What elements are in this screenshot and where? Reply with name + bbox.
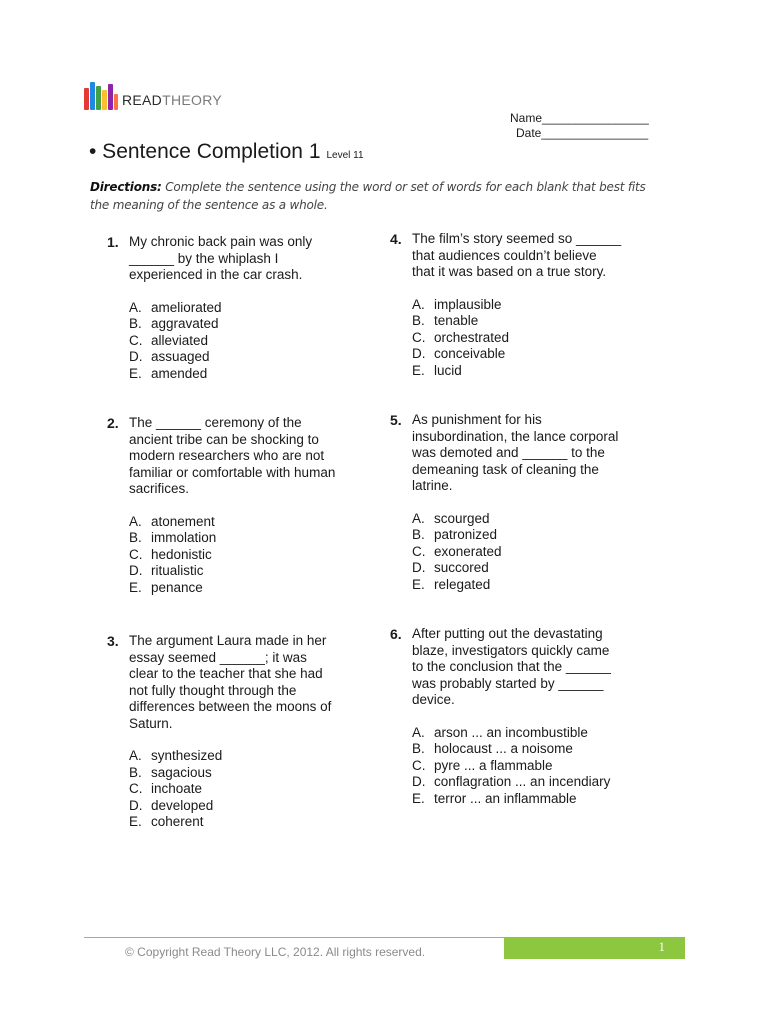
directions-label: Directions:	[90, 180, 162, 194]
option-text: implausible	[434, 296, 502, 312]
option-text: pyre ... a flammable	[434, 757, 553, 773]
option-text: synthesized	[151, 748, 223, 763]
option-text: exonerated	[434, 543, 502, 559]
option-text: coherent	[151, 814, 204, 829]
stem-line: The ______ ceremony of the	[129, 415, 302, 430]
name-date-block	[510, 111, 649, 141]
question-6	[390, 626, 690, 811]
page-number: 1	[658, 939, 665, 954]
option-text: penance	[151, 579, 203, 595]
option-letter: E.	[129, 579, 142, 595]
option-text: relegated	[434, 576, 491, 592]
answer-option[interactable]	[412, 363, 509, 380]
question-1	[107, 234, 367, 384]
answer-option[interactable]	[412, 544, 502, 561]
answer-options	[412, 297, 509, 380]
answer-option[interactable]	[412, 511, 502, 528]
option-text: inchoate	[151, 781, 203, 796]
answer-option[interactable]	[412, 560, 502, 577]
stem-line: The film’s story seemed so ______	[412, 231, 622, 246]
answer-option[interactable]	[129, 748, 222, 765]
option-text: ritualistic	[151, 563, 204, 578]
option-text: aggravated	[151, 316, 219, 331]
question-number: 4.	[390, 231, 402, 247]
stem-line: clear to the teacher that she had	[129, 666, 323, 681]
option-letter: B.	[129, 764, 142, 780]
answer-option[interactable]	[129, 366, 222, 383]
option-text: atonement	[151, 513, 215, 529]
question-2	[107, 415, 367, 600]
answer-option[interactable]	[129, 300, 222, 317]
stem-line: ancient tribe can be shocking to	[129, 431, 319, 447]
option-text: succored	[434, 560, 489, 575]
stem-line: device.	[412, 692, 455, 707]
stem-line: differences between the moons of	[129, 699, 332, 714]
question-4	[390, 231, 670, 381]
option-letter: E.	[129, 365, 142, 381]
answer-option[interactable]	[412, 741, 610, 758]
stem-line: that audiences couldn’t believe	[412, 247, 597, 263]
question-stem	[412, 626, 611, 709]
stem-line: familiar or comfortable with human	[129, 464, 336, 480]
option-text: patronized	[434, 527, 498, 542]
footer-rule	[84, 937, 504, 938]
option-text: terror ... an inflammable	[434, 790, 577, 806]
option-letter: B.	[129, 316, 142, 331]
option-text: conflagration ... an incendiary	[434, 774, 611, 789]
stem-line: to the conclusion that the ______	[412, 659, 611, 674]
option-letter: D.	[129, 349, 143, 364]
answer-option[interactable]	[129, 765, 222, 782]
option-letter: D.	[412, 346, 426, 361]
answer-option[interactable]	[412, 330, 509, 347]
question-stem	[129, 633, 331, 732]
stem-line: demeaning task of cleaning the	[412, 461, 599, 477]
answer-option[interactable]	[129, 547, 216, 564]
answer-options	[129, 748, 222, 831]
stem-line: My chronic back pain was only	[129, 234, 313, 249]
answer-option[interactable]	[129, 563, 216, 580]
answer-options	[129, 514, 216, 597]
stem-line: experienced in the car crash.	[129, 267, 303, 282]
option-text: assuaged	[151, 349, 210, 364]
stem-line: ______ by the whiplash I	[129, 250, 279, 266]
readtheory-logo	[84, 80, 222, 110]
option-letter: C.	[129, 546, 143, 562]
option-text: developed	[151, 797, 214, 813]
answer-option[interactable]	[129, 349, 222, 366]
option-letter: A.	[129, 748, 142, 763]
title-text: • Sentence Completion 1	[89, 140, 321, 163]
answer-options	[412, 511, 502, 594]
option-letter: A.	[129, 299, 142, 315]
option-letter: E.	[412, 362, 425, 378]
option-text: orchestrated	[434, 329, 510, 345]
stem-line: latrine.	[412, 478, 453, 493]
stem-line: sacrifices.	[129, 481, 190, 496]
option-text: ameliorated	[151, 299, 222, 315]
answer-options	[412, 725, 610, 808]
option-text: arson ... an incombustible	[434, 724, 588, 740]
option-letter: C.	[412, 757, 426, 773]
option-letter: B.	[412, 741, 425, 756]
option-letter: E.	[412, 576, 425, 592]
stem-line: As punishment for his	[412, 412, 542, 427]
option-text: tenable	[434, 313, 479, 328]
question-stem	[129, 234, 312, 284]
answer-options	[129, 300, 222, 383]
option-text: conceivable	[434, 346, 506, 361]
question-stem	[412, 412, 618, 495]
directions-text: Complete the sentence using the word or set of words for each blank that best fits the meaning of the sentence as a whole.	[90, 180, 646, 212]
option-letter: B.	[412, 527, 425, 542]
option-text: holocaust ... a noisome	[434, 741, 573, 756]
option-letter: C.	[412, 543, 426, 559]
stem-line: Saturn.	[129, 715, 173, 731]
books-logo-icon	[84, 80, 116, 110]
logo-wordmark: READTHEORY	[122, 92, 222, 108]
page-number-box	[504, 937, 685, 959]
question-number: 6.	[390, 626, 402, 642]
option-letter: E.	[129, 814, 142, 829]
date-field-label: Date________________	[516, 126, 649, 140]
answer-option[interactable]	[412, 297, 509, 314]
answer-option[interactable]	[412, 774, 610, 791]
answer-option[interactable]	[412, 527, 502, 544]
stem-line: insubordination, the lance corporal	[412, 428, 619, 444]
option-letter: C.	[129, 332, 143, 348]
question-number: 3.	[107, 633, 119, 649]
answer-option[interactable]	[412, 758, 610, 775]
question-stem	[412, 231, 621, 281]
option-letter: C.	[129, 781, 143, 796]
option-letter: A.	[412, 510, 425, 526]
answer-option[interactable]	[129, 333, 222, 350]
option-text: immolation	[151, 530, 217, 545]
option-letter: A.	[412, 724, 425, 740]
question-3	[107, 633, 367, 833]
option-letter: D.	[412, 774, 426, 789]
stem-line: that it was based on a true story.	[412, 264, 607, 279]
stem-line: blaze, investigators quickly came	[412, 642, 610, 658]
answer-option[interactable]	[412, 791, 610, 808]
option-letter: B.	[129, 530, 142, 545]
stem-line: not fully thought through the	[129, 682, 297, 698]
question-number: 2.	[107, 415, 119, 431]
answer-option[interactable]	[412, 346, 509, 363]
directions	[90, 178, 660, 214]
question-5	[390, 412, 670, 597]
answer-option[interactable]	[129, 781, 222, 798]
question-number: 1.	[107, 234, 119, 250]
option-letter: A.	[412, 296, 425, 312]
option-text: alleviated	[151, 332, 209, 348]
name-field-label: Name________________	[510, 111, 649, 125]
option-text: amended	[151, 365, 208, 381]
option-letter: D.	[129, 797, 143, 813]
stem-line: was demoted and ______ to the	[412, 445, 605, 460]
answer-option[interactable]	[129, 530, 216, 547]
option-letter: A.	[129, 513, 142, 529]
answer-option[interactable]	[129, 580, 216, 597]
option-letter: D.	[412, 560, 426, 575]
question-stem	[129, 415, 335, 498]
answer-option[interactable]	[412, 577, 502, 594]
answer-option[interactable]	[129, 798, 222, 815]
answer-option[interactable]	[129, 316, 222, 333]
copyright-text: © Copyright Read Theory LLC, 2012. All rights reserved.	[125, 945, 426, 959]
stem-line: The argument Laura made in her	[129, 633, 327, 648]
level-label: Level 11	[326, 150, 364, 161]
answer-option[interactable]	[412, 313, 509, 330]
answer-option[interactable]	[129, 814, 222, 831]
option-letter: D.	[129, 563, 143, 578]
option-text: scourged	[434, 510, 490, 526]
option-letter: E.	[412, 790, 425, 806]
option-letter: C.	[412, 329, 426, 345]
option-text: hedonistic	[151, 546, 212, 562]
option-text: lucid	[434, 362, 462, 378]
stem-line: essay seemed ______; it was	[129, 649, 307, 665]
stem-line: modern researchers who are not	[129, 448, 325, 463]
stem-line: After putting out the devastating	[412, 626, 603, 641]
answer-option[interactable]	[129, 514, 216, 531]
stem-line: was probably started by ______	[412, 675, 604, 691]
worksheet-title	[89, 140, 364, 164]
option-letter: B.	[412, 313, 425, 328]
option-text: sagacious	[151, 764, 212, 780]
question-number: 5.	[390, 412, 402, 428]
answer-option[interactable]	[412, 725, 610, 742]
